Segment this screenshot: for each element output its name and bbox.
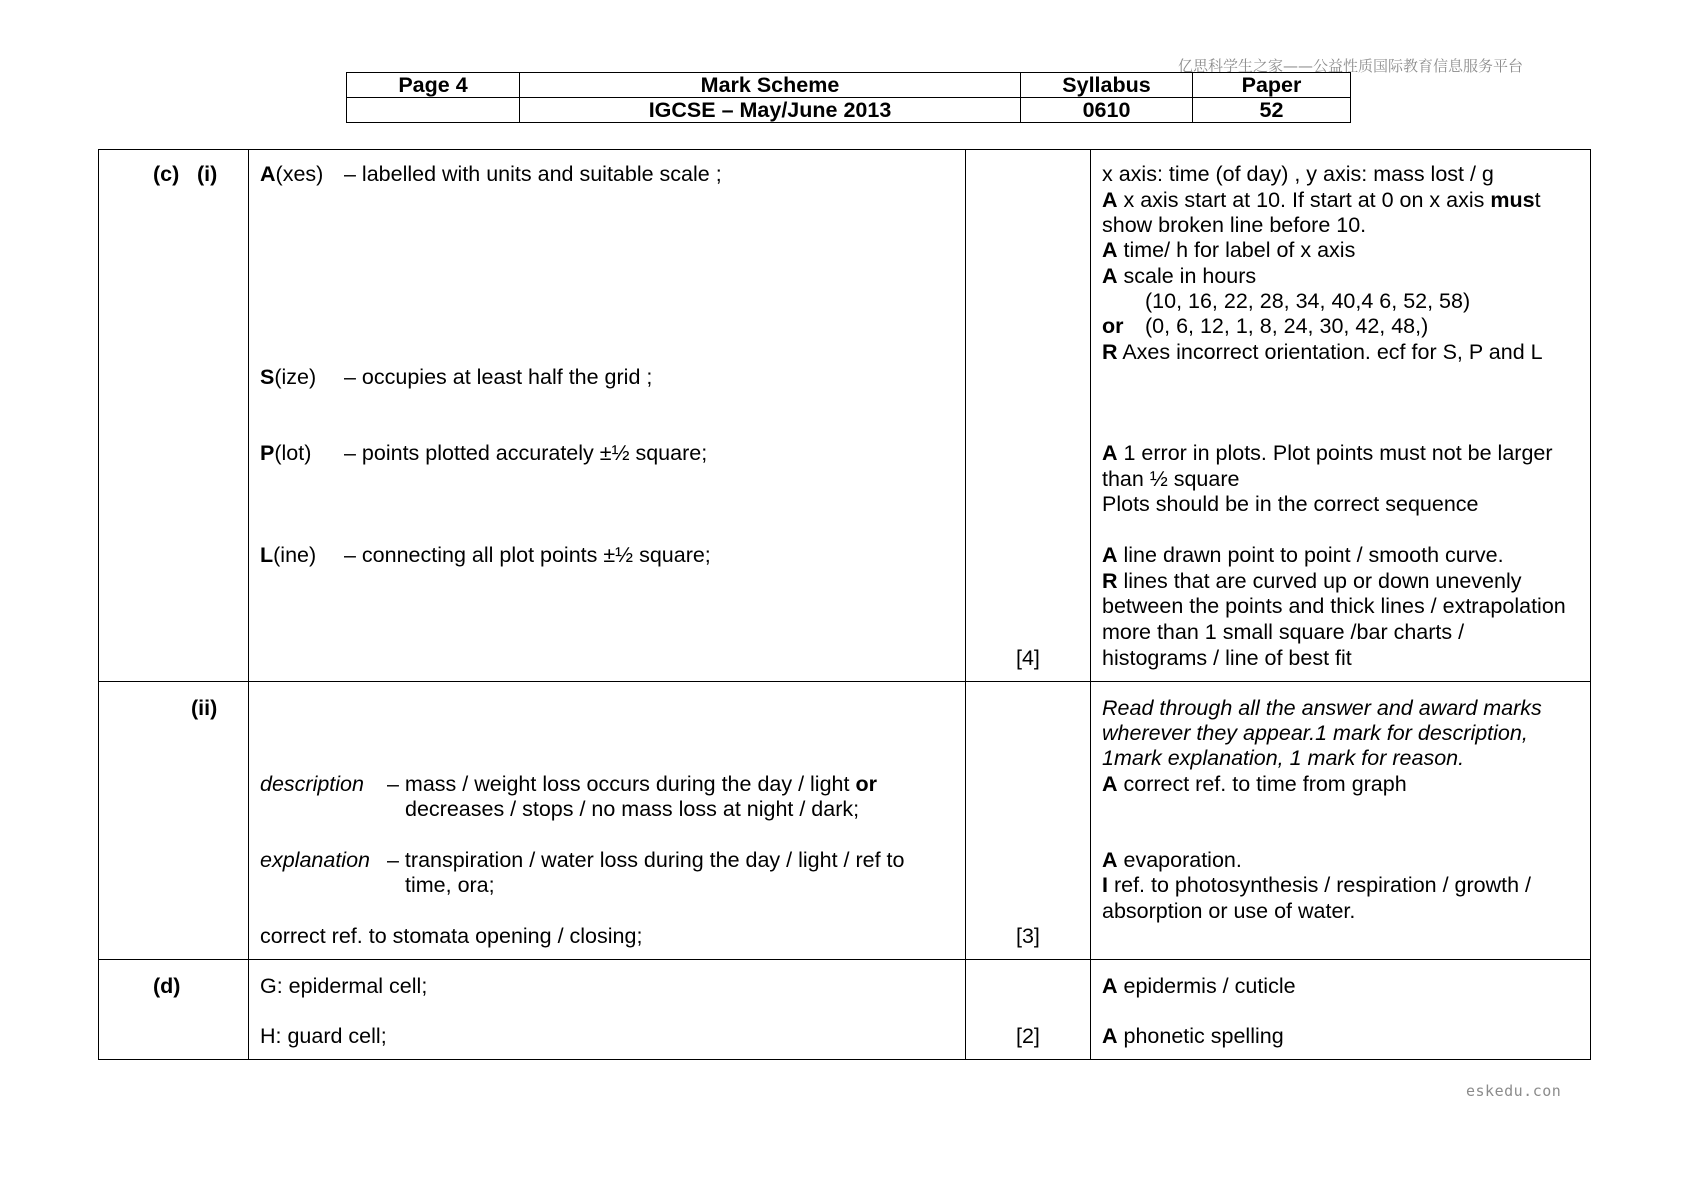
accept-marker: A bbox=[1102, 543, 1118, 567]
line-criterion-text: – connecting all plot points ±½ square; bbox=[344, 543, 711, 567]
guidance-scale-values-1: (10, 16, 22, 28, 34, 40,4 6, 52, 58) bbox=[1145, 289, 1471, 313]
plot-criterion-text: – points plotted accurately ±½ square; bbox=[344, 441, 708, 465]
guidance-line-best-fit: histograms / line of best fit bbox=[1102, 646, 1352, 670]
size-key-letter: S bbox=[260, 365, 275, 389]
explanation-line-1: – transpiration / water loss during the day / light / ref to bbox=[387, 848, 905, 872]
reject-marker: R bbox=[1102, 340, 1118, 364]
reject-marker: R bbox=[1102, 569, 1118, 593]
size-key-rest: (ize) bbox=[274, 365, 317, 389]
watermark-bottom: eskedu.con bbox=[1466, 1082, 1562, 1100]
header-page: Page 4 bbox=[347, 73, 520, 98]
row-divider-2 bbox=[98, 959, 1591, 960]
answer-g: G: epidermal cell; bbox=[260, 974, 428, 998]
guidance-line-bar-charts: more than 1 small square /bar charts / bbox=[1102, 620, 1465, 644]
watermark-top: 亿思科学生之家——公益性质国际教育信息服务平台 bbox=[1178, 57, 1524, 75]
marks-c-ii: [3] bbox=[1016, 924, 1040, 948]
guidance-line-reject bbox=[1102, 569, 1522, 595]
guidance-text: x axis start at 10. If start at 0 on x axis bbox=[1117, 188, 1491, 212]
axes-criterion-key bbox=[260, 162, 323, 188]
accept-marker: A bbox=[1102, 264, 1118, 288]
guidance-award-marks-2: wherever they appear.1 mark for description, bbox=[1102, 721, 1528, 745]
answer-h: H: guard cell; bbox=[260, 1024, 387, 1048]
accept-marker: A bbox=[1102, 441, 1118, 465]
line-key-letter: L bbox=[260, 543, 274, 567]
header-paper-number: 52 bbox=[1193, 98, 1351, 123]
guidance-reject-orientation bbox=[1102, 340, 1543, 366]
guidance-ignore-refs bbox=[1102, 873, 1531, 899]
plot-criterion-key bbox=[260, 441, 311, 467]
guidance-x-axis-start bbox=[1102, 188, 1541, 214]
description-or: or bbox=[855, 772, 877, 796]
size-criterion-key bbox=[260, 365, 316, 391]
stomata-answer: correct ref. to stomata opening / closing; bbox=[260, 924, 643, 948]
guidance-text: epidermis / cuticle bbox=[1117, 974, 1296, 998]
axes-key-rest: (xes) bbox=[275, 162, 324, 186]
guidance-award-marks-1: Read through all the answer and award marks bbox=[1102, 696, 1542, 720]
line-key-rest: (ine) bbox=[273, 543, 317, 567]
plot-key-rest: (lot) bbox=[274, 441, 312, 465]
header-mark-scheme: Mark Scheme bbox=[520, 73, 1021, 98]
explanation-label: explanation bbox=[260, 848, 370, 872]
plot-key-letter: P bbox=[260, 441, 275, 465]
explanation-line-2: time, ora; bbox=[405, 873, 495, 897]
guidance-epidermis bbox=[1102, 974, 1296, 1000]
subpart-ii: (ii) bbox=[191, 696, 218, 720]
header-row-labels bbox=[347, 73, 1351, 98]
question-number-d: (d) bbox=[153, 974, 181, 998]
guidance-text: time/ h for label of x axis bbox=[1117, 238, 1356, 262]
description-line-1 bbox=[387, 772, 877, 798]
marks-c-i: [4] bbox=[1016, 646, 1040, 670]
accept-marker: A bbox=[1102, 848, 1118, 872]
axes-key-letter: A bbox=[260, 162, 276, 186]
guidance-time-label bbox=[1102, 238, 1355, 264]
guidance-emphasis: mus bbox=[1490, 188, 1535, 212]
size-criterion-text: – occupies at least half the grid ; bbox=[344, 365, 653, 389]
guidance-text: t bbox=[1534, 188, 1541, 212]
header-page-value bbox=[347, 98, 520, 123]
accept-marker: A bbox=[1102, 1024, 1118, 1048]
guidance-text: 1 error in plots. Plot points must not be larger bbox=[1117, 441, 1553, 465]
ignore-marker: I bbox=[1102, 873, 1108, 897]
guidance-text: Axes incorrect orientation. ecf for S, P and L bbox=[1117, 340, 1543, 364]
guidance-text: lines that are curved up or down unevenly bbox=[1117, 569, 1522, 593]
column-divider-1 bbox=[248, 149, 249, 1060]
guidance-text: correct ref. to time from graph bbox=[1117, 772, 1407, 796]
description-text: – mass / weight loss occurs during the day / light bbox=[387, 772, 856, 796]
guidance-scale-values-2: (0, 6, 12, 1, 8, 24, 30, 42, 48,) bbox=[1145, 314, 1429, 338]
accept-marker: A bbox=[1102, 772, 1118, 796]
guidance-text: ref. to photosynthesis / respiration / growth / bbox=[1107, 873, 1532, 897]
subpart-i: (i) bbox=[197, 162, 218, 186]
accept-marker: A bbox=[1102, 238, 1118, 262]
guidance-line-extrapolation: between the points and thick lines / extrapolation bbox=[1102, 594, 1566, 618]
header-syllabus-code: 0610 bbox=[1021, 98, 1193, 123]
question-number-c: (c) bbox=[153, 162, 180, 186]
guidance-line-accept bbox=[1102, 543, 1504, 569]
header-paper: Paper bbox=[1193, 73, 1351, 98]
guidance-award-marks-3: 1mark explanation, 1 mark for reason. bbox=[1102, 746, 1465, 770]
guidance-text: evaporation. bbox=[1117, 848, 1242, 872]
header-exam: IGCSE – May/June 2013 bbox=[520, 98, 1021, 123]
page-header-table bbox=[346, 72, 1351, 123]
accept-marker: A bbox=[1102, 974, 1118, 998]
axes-criterion-text: – labelled with units and suitable scale ; bbox=[344, 162, 722, 186]
guidance-text: line drawn point to point / smooth curve. bbox=[1117, 543, 1504, 567]
guidance-broken-line: show broken line before 10. bbox=[1102, 213, 1367, 237]
guidance-evaporation bbox=[1102, 848, 1242, 874]
guidance-plot-error bbox=[1102, 441, 1553, 467]
guidance-plot-sequence: Plots should be in the correct sequence bbox=[1102, 492, 1479, 516]
header-syllabus: Syllabus bbox=[1021, 73, 1193, 98]
description-line-2: decreases / stops / no mass loss at night / dark; bbox=[405, 797, 860, 821]
guidance-plot-size: than ½ square bbox=[1102, 467, 1240, 491]
guidance-absorption: absorption or use of water. bbox=[1102, 899, 1356, 923]
guidance-or: or bbox=[1102, 314, 1124, 338]
marks-d: [2] bbox=[1016, 1024, 1040, 1048]
column-divider-3 bbox=[1090, 149, 1091, 1060]
header-row-values bbox=[347, 98, 1351, 123]
guidance-text: phonetic spelling bbox=[1117, 1024, 1284, 1048]
line-criterion-key bbox=[260, 543, 316, 569]
accept-marker: A bbox=[1102, 188, 1118, 212]
description-label: description bbox=[260, 772, 364, 796]
guidance-scale-hours bbox=[1102, 264, 1256, 290]
guidance-time-ref bbox=[1102, 772, 1407, 798]
guidance-phonetic bbox=[1102, 1024, 1284, 1050]
row-divider-1 bbox=[98, 681, 1591, 682]
guidance-axes-labels: x axis: time (of day) , y axis: mass lost / g bbox=[1102, 162, 1494, 186]
column-divider-2 bbox=[965, 149, 966, 1060]
guidance-text: scale in hours bbox=[1117, 264, 1257, 288]
